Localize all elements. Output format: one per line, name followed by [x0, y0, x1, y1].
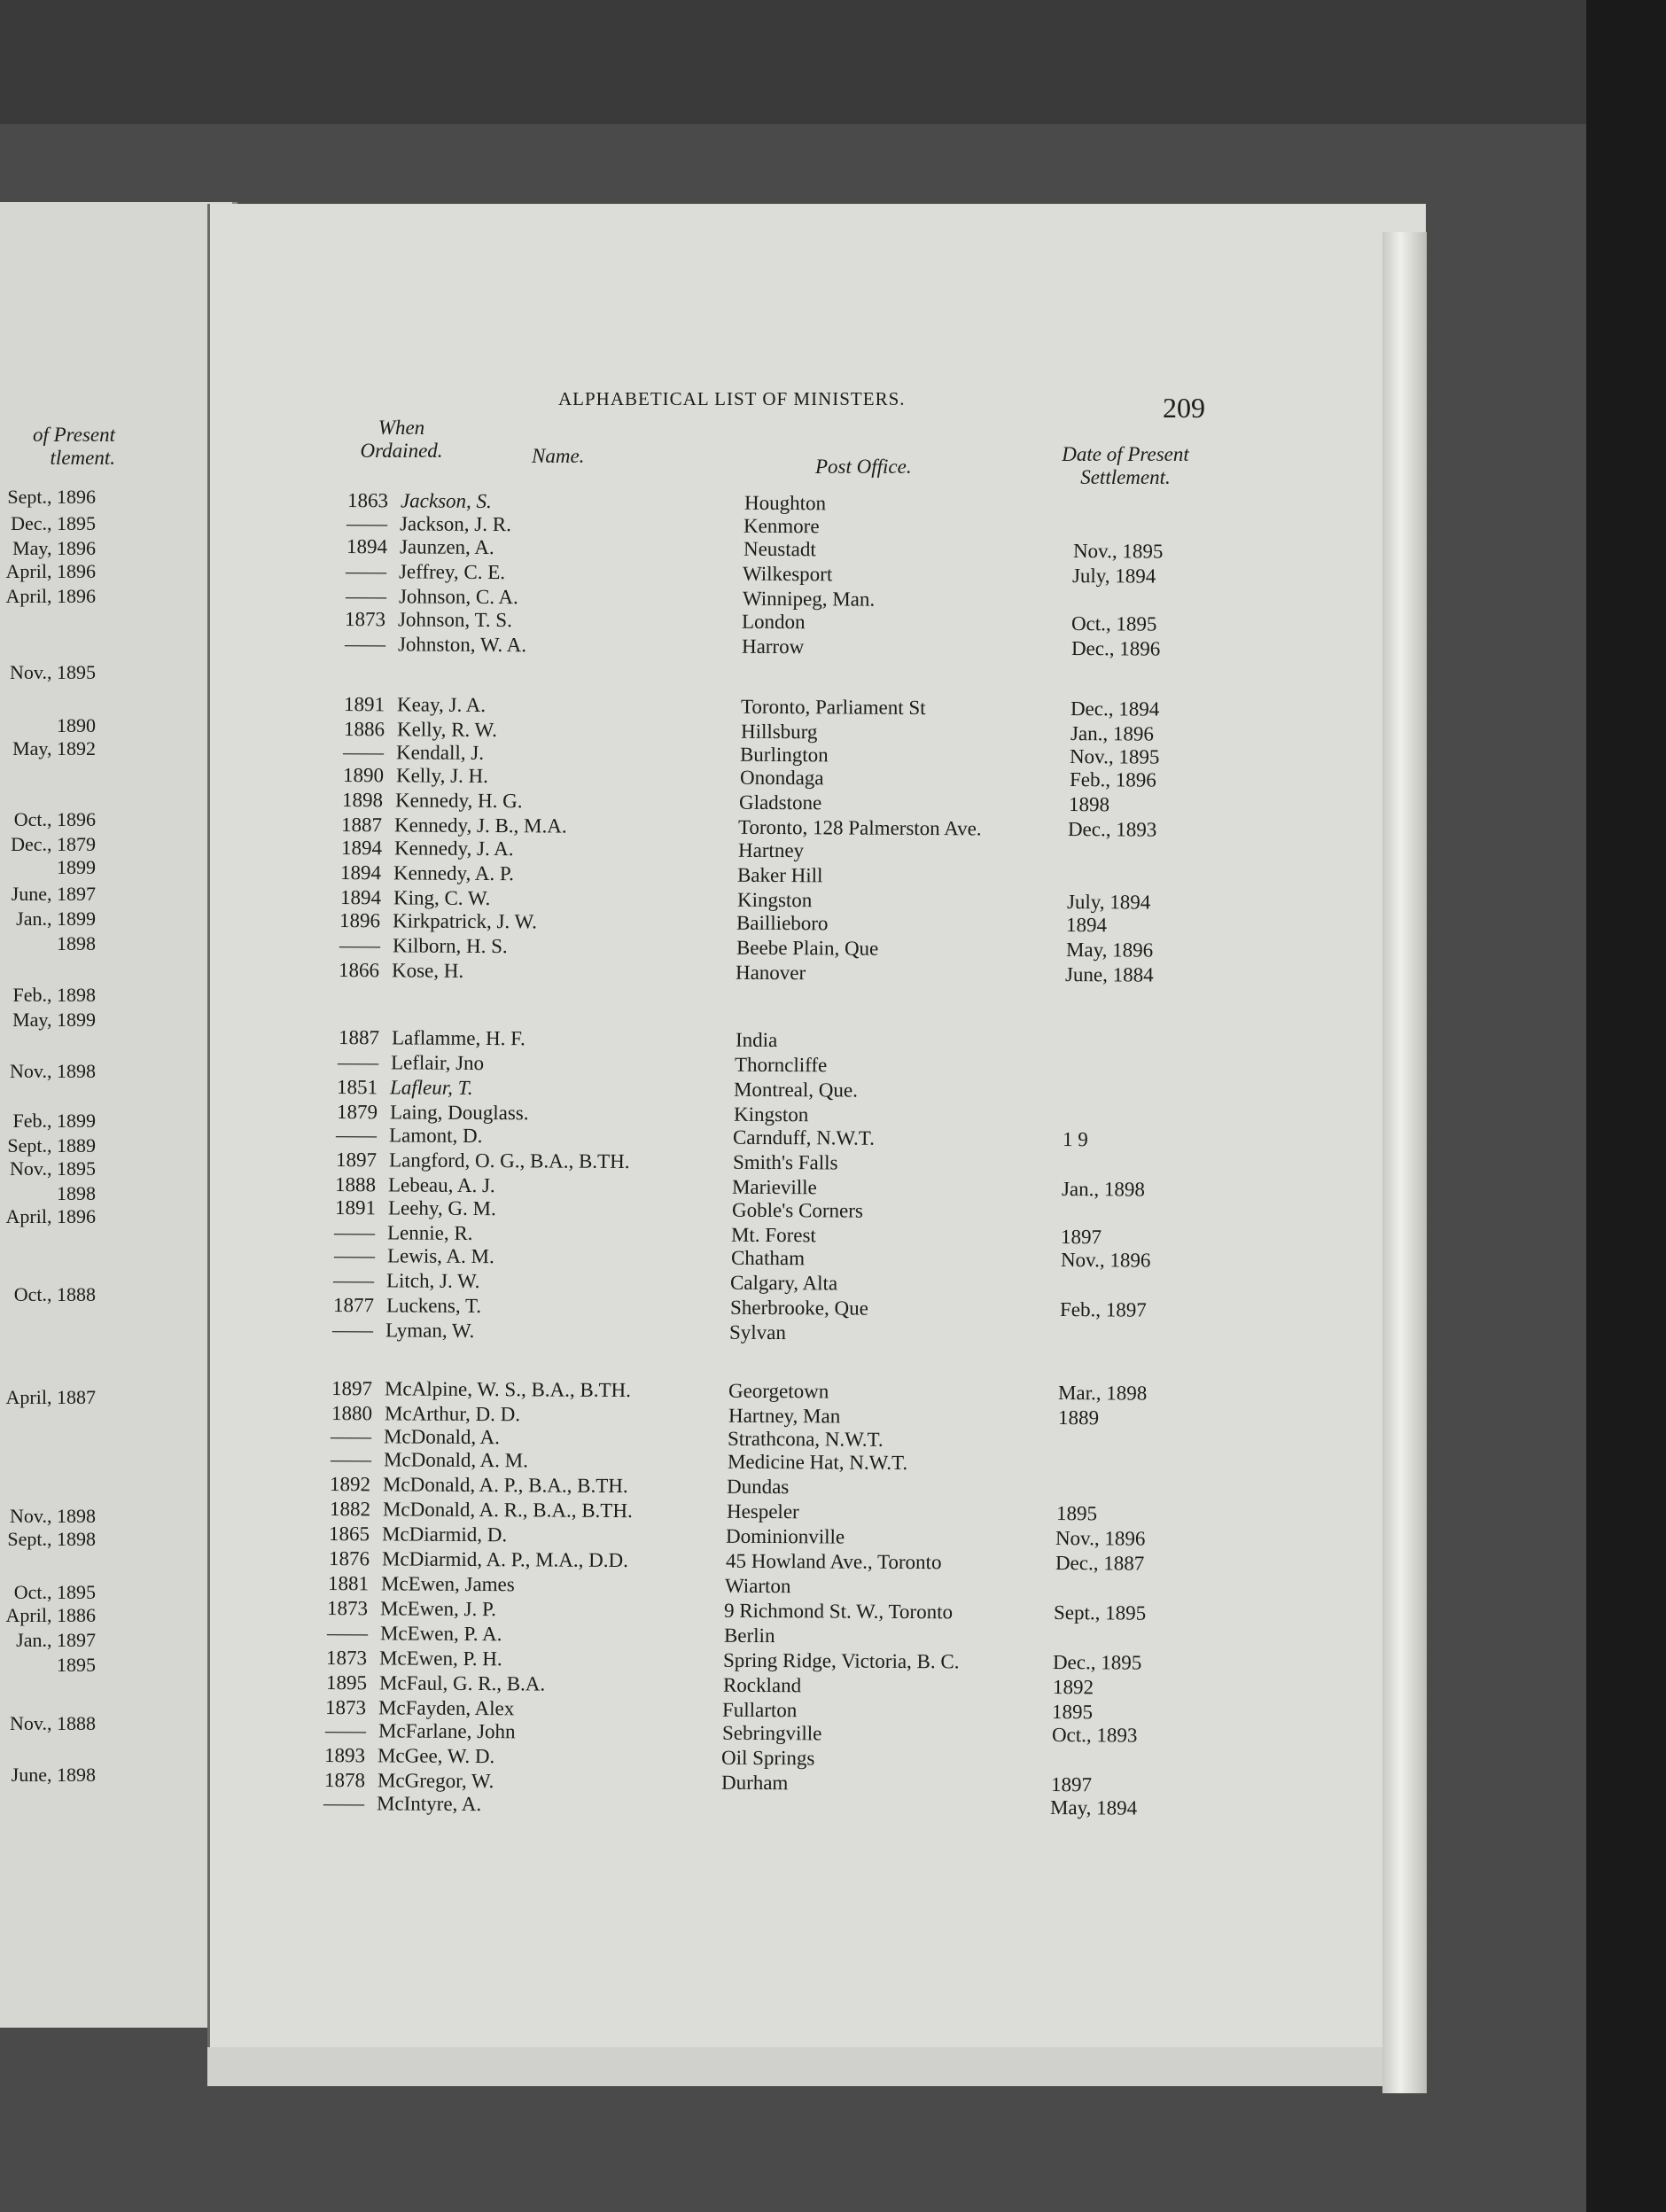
page-bottom-edge [207, 2047, 1427, 2086]
post-office: Kingston [736, 888, 813, 912]
left-page-settlement-date: Dec., 1895 [11, 512, 96, 534]
ordained-year: 1897 [331, 1377, 373, 1400]
post-office: Hartney [737, 838, 805, 862]
post-office: Sylvan [728, 1320, 786, 1344]
post-office: Spring Ridge, Victoria, B. C. [722, 1648, 960, 1673]
left-page-settlement-date: Nov., 1898 [10, 1060, 96, 1082]
minister-name: Laflamme, H. F. [391, 1026, 525, 1050]
ordained-year: 1891 [343, 693, 385, 716]
left-page-settlement-date: Nov., 1895 [10, 1157, 96, 1180]
ordained-year: —— [344, 633, 386, 656]
minister-name: McIntyre, A. [376, 1792, 482, 1816]
minister-name: Kennedy, A. P. [393, 861, 514, 885]
ordained-year: —— [335, 1124, 378, 1147]
post-office: Harrow [741, 635, 805, 658]
settlement-date: 1897 [1060, 1226, 1102, 1249]
ordained-year: 1892 [329, 1473, 371, 1496]
post-office: Goble's Corners [731, 1198, 863, 1222]
running-head: ALPHABETICAL LIST OF MINISTERS. [558, 388, 906, 409]
post-office: Beebe Plain, Que [736, 936, 879, 960]
ordained-year: 1886 [343, 718, 385, 741]
minister-entry [345, 633, 1210, 663]
left-page-settlement-date: Sept., 1889 [7, 1134, 96, 1157]
page-number: 209 [1163, 392, 1205, 424]
ordained-year: 1893 [323, 1744, 366, 1767]
minister-name: Kennedy, J. A. [393, 837, 514, 861]
minister-name: Johnson, C. A. [398, 585, 518, 609]
post-office: Montreal, Que. [733, 1078, 858, 1102]
left-page-settlement-date: Jan., 1899 [16, 907, 96, 930]
ordained-year: 1851 [336, 1076, 378, 1099]
ordained-year: —— [337, 1051, 379, 1074]
ordained-year: 1878 [323, 1769, 366, 1792]
left-page-settlement-date: May, 1899 [12, 1009, 96, 1031]
minister-name: Lebeau, A. J. [387, 1173, 495, 1197]
post-office: Wilkesport [742, 562, 833, 586]
ordained-year: —— [326, 1622, 369, 1645]
left-facing-page [0, 202, 237, 2028]
post-office: Carnduff, N.W.T. [732, 1125, 875, 1149]
post-office: Wiarton [724, 1574, 791, 1598]
post-office: Sherbrooke, Que [729, 1296, 868, 1320]
minister-name: Lyman, W. [385, 1319, 475, 1342]
post-office: Berlin [723, 1624, 775, 1647]
post-office: Hespeler [726, 1499, 799, 1523]
minister-name: Kirkpatrick, J. W. [392, 909, 537, 933]
post-office: Sebringville [721, 1721, 822, 1745]
left-page-settlement-date: April, 1896 [5, 585, 96, 607]
header-date-of-settlement: Date of Present Settlement. [1062, 443, 1189, 488]
minister-name: Lewis, A. M. [386, 1244, 494, 1268]
post-office: Chatham [730, 1246, 806, 1270]
minister-entry [332, 1319, 1197, 1349]
settlement-date: July, 1894 [1071, 565, 1156, 588]
minister-name: McEwen, J. P. [379, 1597, 497, 1621]
minister-name: McArthur, D. D. [384, 1402, 521, 1426]
left-page-settlement-date: Feb., 1898 [12, 984, 96, 1006]
ordained-year: —— [345, 560, 387, 583]
left-page-settlement-date: June, 1897 [11, 883, 96, 905]
minister-name: Langford, O. G., B.A., B.TH. [388, 1149, 630, 1173]
page-stack-edge [1382, 232, 1427, 2093]
minister-name: Keay, J. A. [396, 693, 487, 716]
ordained-year: 1877 [332, 1294, 375, 1317]
ordained-year: —— [342, 741, 385, 764]
settlement-date: Dec., 1896 [1070, 637, 1161, 660]
post-office: Houghton [743, 491, 827, 515]
ordained-year: 1894 [339, 886, 382, 909]
header-name: Name. [532, 445, 585, 467]
ordained-year: —— [330, 1425, 372, 1448]
settlement-date: Dec., 1887 [1055, 1552, 1145, 1575]
post-office: Winnipeg, Man. [742, 587, 876, 611]
left-page-settlement-date: 1899 [57, 856, 96, 878]
settlement-date: Oct., 1895 [1070, 612, 1157, 635]
minister-name: McGee, W. D. [377, 1744, 495, 1768]
minister-name: McEwen, P. A. [379, 1622, 502, 1646]
minister-name: Litch, J. W. [385, 1269, 480, 1293]
ordained-year: 1898 [341, 789, 384, 812]
minister-name: McDonald, A. M. [383, 1448, 529, 1472]
left-page-settlement-date: Dec., 1879 [11, 833, 96, 855]
minister-name: Kilborn, H. S. [392, 934, 508, 958]
ordained-year: 1894 [340, 837, 383, 860]
ordained-year: 1882 [329, 1498, 371, 1521]
minister-name: McDonald, A. [383, 1425, 501, 1449]
settlement-date: 1892 [1052, 1676, 1094, 1699]
settlement-date: 1895 [1051, 1701, 1094, 1724]
post-office: 45 Howland Ave., Toronto [725, 1549, 942, 1574]
minister-name: McDiarmid, D. [381, 1523, 508, 1546]
minister-name: McDonald, A. R., B.A., B.TH. [382, 1498, 633, 1523]
minister-name: Lennie, R. [386, 1221, 473, 1244]
ordained-year: 1881 [327, 1572, 370, 1595]
ordained-year: 1895 [325, 1671, 368, 1694]
settlement-date: 1889 [1057, 1406, 1100, 1429]
post-office: Toronto, Parliament St [740, 695, 926, 720]
left-page-settlement-date: June, 1898 [11, 1764, 96, 1786]
ordained-year: —— [324, 1719, 367, 1742]
scanner-top-band [0, 0, 1666, 124]
post-office: Fullarton [721, 1698, 798, 1722]
minister-name: Johnston, W. A. [397, 633, 527, 657]
minister-name: Jackson, J. R. [399, 512, 511, 536]
minister-name: McFayden, Alex [378, 1696, 515, 1720]
ordained-year: —— [345, 585, 387, 608]
minister-entry [339, 959, 1203, 989]
minister-name: Leflair, Jno [390, 1051, 485, 1075]
minister-name: King, C. W. [393, 886, 491, 910]
header-post-office: Post Office. [815, 456, 912, 478]
post-office: Onondaga [739, 766, 824, 790]
left-page-settlement-date: April, 1896 [5, 1205, 96, 1227]
ordained-year: 1887 [338, 1026, 380, 1049]
post-office: Baker Hill [736, 863, 823, 887]
post-office: Calgary, Alta [729, 1271, 838, 1295]
minister-name: McAlpine, W. S., B.A., B.TH. [384, 1377, 632, 1402]
ordained-year: —— [339, 934, 381, 957]
post-office: Hanover [735, 961, 806, 985]
ordained-year: 1891 [334, 1196, 377, 1219]
ordained-year: 1873 [324, 1696, 367, 1719]
ordained-year: —— [323, 1792, 365, 1815]
left-page-settlement-date: April, 1886 [5, 1604, 96, 1626]
minister-name: Kelly, J. H. [395, 764, 489, 788]
post-office: Oil Springs [720, 1746, 815, 1770]
left-page-settlement-date: Sept., 1896 [7, 486, 96, 508]
ordained-year: —— [332, 1269, 375, 1292]
post-office: Mt. Forest [730, 1223, 816, 1247]
post-office: Kenmore [743, 514, 820, 538]
left-page-settlement-date: 1898 [57, 932, 96, 954]
minister-name: McDonald, A. P., B.A., B.TH. [382, 1473, 628, 1498]
settlement-date: Nov., 1896 [1060, 1249, 1151, 1272]
settlement-date: May, 1894 [1049, 1796, 1138, 1819]
settlement-date: 1898 [1068, 793, 1110, 816]
ordained-year: 1879 [336, 1101, 378, 1124]
settlement-date: Oct., 1893 [1051, 1724, 1138, 1747]
ordained-year: 1880 [331, 1402, 373, 1425]
post-office: Georgetown [728, 1379, 829, 1403]
ordained-year: —— [331, 1319, 374, 1342]
post-office: Dominionville [725, 1524, 845, 1548]
ordained-year: 1863 [346, 489, 389, 512]
minister-name: Lamont, D. [388, 1124, 483, 1148]
minister-entry [323, 1792, 1188, 1822]
minister-name: McGregor, W. [377, 1769, 494, 1793]
minister-name: Jackson, S. [400, 489, 492, 512]
settlement-date: 1894 [1065, 914, 1108, 937]
left-page-settlement-date: Oct., 1896 [13, 808, 96, 830]
left-page-settlement-date: April, 1887 [5, 1386, 96, 1408]
scanner-right-margin [1586, 0, 1666, 2212]
minister-name: Laing, Douglass. [389, 1101, 529, 1125]
minister-name: Jeffrey, C. E. [398, 560, 506, 584]
post-office: India [735, 1028, 778, 1052]
ordained-year: —— [346, 512, 388, 535]
settlement-date: Dec., 1894 [1070, 697, 1160, 720]
left-page-settlement-date: 1890 [57, 714, 96, 736]
left-page-settlement-date: April, 1896 [5, 560, 96, 582]
minister-name: Kennedy, H. G. [394, 789, 523, 813]
post-office: Neustadt [743, 537, 816, 561]
minister-name: Jaunzen, A. [399, 535, 494, 559]
ordained-year: 1866 [338, 959, 380, 982]
minister-name: Johnson, T. S. [397, 608, 512, 632]
ordained-year: 1897 [335, 1149, 378, 1172]
ordained-year: 1894 [339, 861, 382, 884]
left-page-settlement-date: Feb., 1899 [12, 1110, 96, 1132]
ordained-year: —— [333, 1221, 376, 1244]
post-office: 9 Richmond St. W., Toronto [723, 1599, 954, 1624]
left-page-settlement-date: Nov., 1888 [10, 1712, 96, 1734]
minister-name: Luckens, T. [385, 1294, 482, 1318]
ordained-year: 1896 [339, 909, 381, 932]
minister-name: Kelly, R. W. [396, 718, 497, 742]
post-office: Dundas [726, 1475, 790, 1499]
ordained-year: 1894 [346, 535, 388, 558]
minister-name: Leehy, G. M. [387, 1196, 496, 1220]
settlement-date: June, 1884 [1064, 963, 1154, 986]
settlement-date: Nov., 1896 [1055, 1527, 1146, 1550]
settlement-date: Sept., 1895 [1053, 1601, 1147, 1624]
post-office: Burlington [739, 743, 829, 767]
settlement-date: Nov., 1895 [1072, 540, 1164, 563]
ordained-year: 1887 [340, 814, 383, 837]
left-page-settlement-date: 1895 [57, 1654, 96, 1676]
post-office: Marieville [731, 1175, 817, 1199]
post-office: Baillieboro [736, 911, 829, 935]
minister-name: McFarlane, John [378, 1719, 516, 1743]
post-office: Smith's Falls [732, 1150, 838, 1174]
left-page-settlement-date: Oct., 1895 [13, 1581, 96, 1603]
left-page-settlement-date: Sept., 1898 [7, 1528, 96, 1550]
left-page-settlement-date: Nov., 1895 [10, 661, 96, 683]
ordained-year: —— [333, 1244, 376, 1267]
left-page-settlement-date: Nov., 1898 [10, 1505, 96, 1527]
post-office: Durham [720, 1771, 789, 1795]
post-office: Thorncliffe [734, 1053, 828, 1077]
settlement-date: Feb., 1897 [1059, 1298, 1147, 1321]
minister-name: Lafleur, T. [389, 1076, 473, 1099]
ordained-year: —— [330, 1448, 372, 1471]
ordained-year: 1873 [344, 608, 386, 631]
left-page-column-header: of Present tlement. [32, 424, 115, 469]
ordained-year: 1888 [334, 1173, 377, 1196]
left-page-settlement-date: Oct., 1888 [13, 1283, 96, 1305]
settlement-date: Jan., 1898 [1061, 1178, 1145, 1201]
left-page-settlement-date: 1898 [57, 1182, 96, 1204]
ordained-year: 1873 [326, 1597, 369, 1620]
post-office: London [741, 610, 806, 634]
post-office: Toronto, 128 Palmerston Ave. [737, 815, 982, 840]
minister-name: Kose, H. [391, 959, 464, 982]
settlement-date: Feb., 1896 [1069, 768, 1156, 791]
left-page-settlement-date: Jan., 1897 [16, 1629, 96, 1651]
ordained-year: 1876 [328, 1547, 370, 1570]
settlement-date: Mar., 1898 [1057, 1382, 1148, 1405]
post-office: Gladstone [738, 791, 822, 814]
minister-name: McEwen, P. H. [378, 1647, 502, 1671]
minister-name: McFaul, G. R., B.A. [378, 1671, 546, 1695]
settlement-date: Dec., 1893 [1067, 818, 1157, 841]
left-page-settlement-date: May, 1896 [12, 537, 96, 559]
ordained-year: 1865 [328, 1523, 370, 1546]
settlement-date: May, 1896 [1065, 939, 1154, 962]
header-when-ordained: When Ordained. [360, 417, 443, 462]
settlement-date: Nov., 1895 [1069, 745, 1160, 768]
minister-name: Kendall, J. [395, 741, 485, 764]
settlement-date: Jan., 1896 [1070, 722, 1154, 745]
post-office: Medicine Hat, N.W.T. [727, 1450, 908, 1474]
settlement-date: July, 1894 [1066, 891, 1151, 914]
minister-name: McEwen, James [380, 1572, 515, 1596]
post-office: Rockland [722, 1673, 802, 1697]
left-page-settlement-date: May, 1892 [12, 737, 96, 759]
settlement-date: 1897 [1050, 1773, 1093, 1796]
post-office: Hartney, Man [728, 1404, 841, 1428]
minister-name: Kennedy, J. B., M.A. [393, 814, 567, 837]
ordained-year: 1873 [325, 1647, 368, 1670]
settlement-date: 1 9 [1062, 1128, 1088, 1151]
minister-name: McDiarmid, A. P., M.A., D.D. [381, 1547, 629, 1572]
settlement-date: Dec., 1895 [1052, 1651, 1142, 1674]
post-office: Hillsburg [740, 720, 818, 744]
ordained-year: 1890 [342, 764, 385, 787]
post-office: Strathcona, N.W.T. [727, 1427, 884, 1451]
settlement-date: 1895 [1055, 1502, 1098, 1525]
post-office: Kingston [733, 1102, 809, 1126]
